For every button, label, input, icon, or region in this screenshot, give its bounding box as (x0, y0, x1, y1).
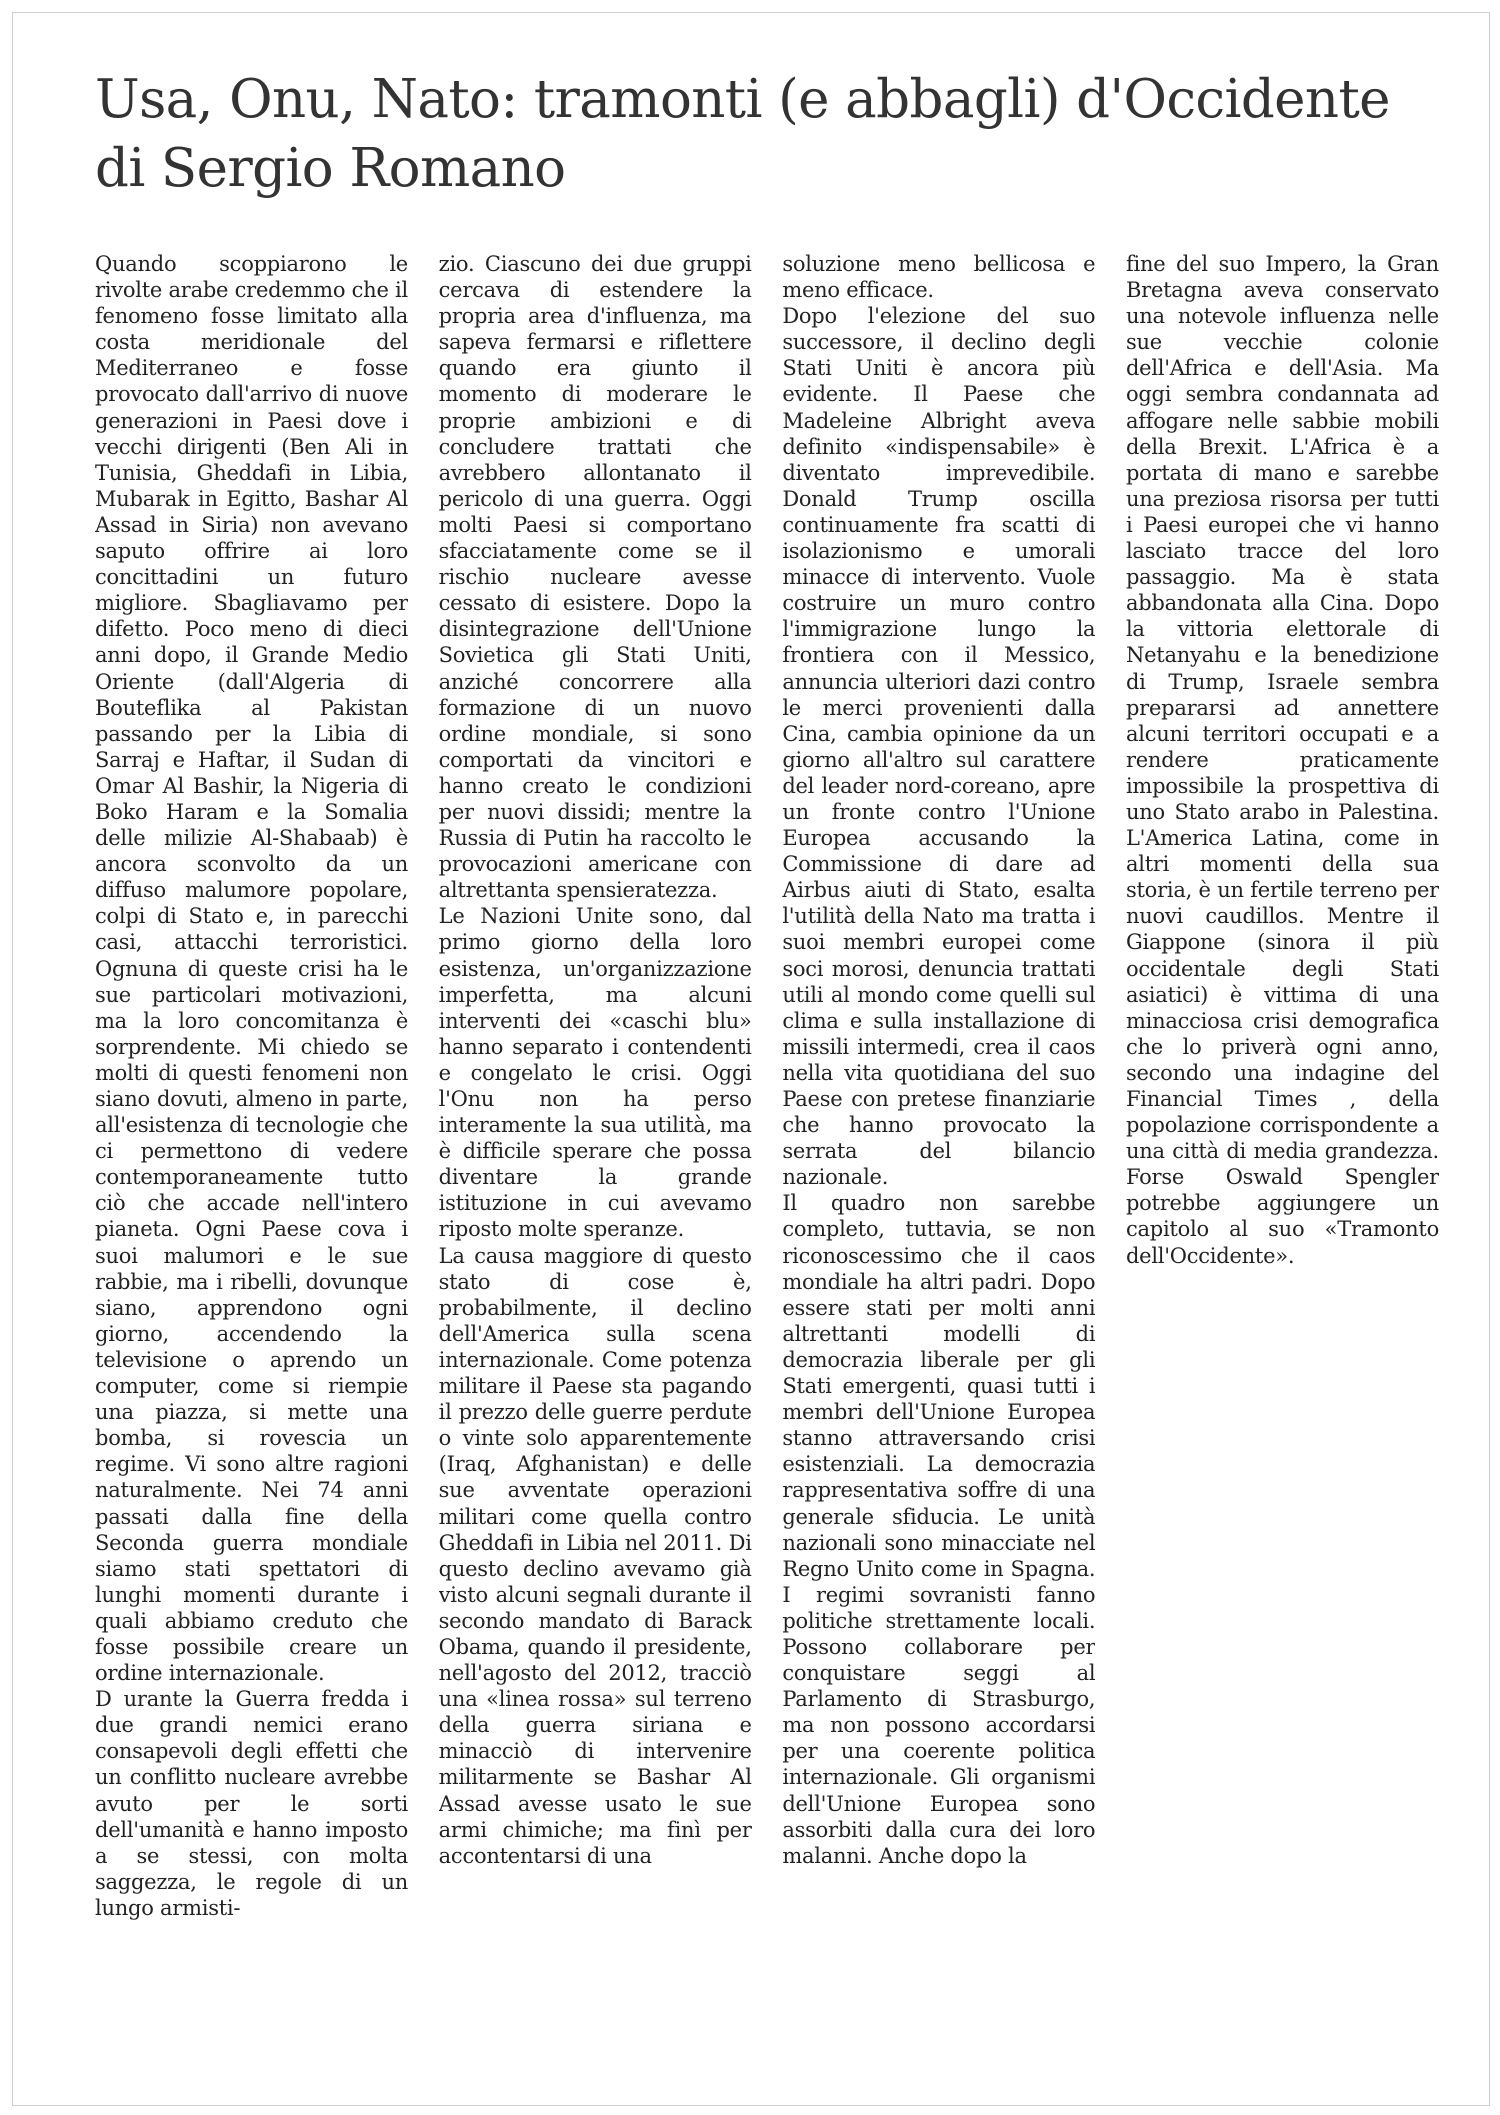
paragraph: La causa maggiore di questo stato di cose è, probabilmente, il declino dell'America sulla scena internazionale. Come potenza militare il Paese sta pagando il prezzo delle guerre perdute o vinte solo apparentemente (Iraq, Afghanistan) e delle sue avventate operazioni militari come quella contro Gheddafi in Libia nel 2011. Di questo declino avevamo già visto alcuni segnali durante il secondo mandato di Barack Obama, quando il presidente, nell'agosto del 2012, tracciò una «linea rossa» sul terreno della guerra siriana e minacciò di intervenire militarmente se Bashar Al Assad avesse usato le sue armi chimiche; ma finì per accontentarsi di una (438, 1243, 752, 1868)
paragraph: D urante la Guerra fredda i due grandi nemici erano consapevoli degli effetti che un conflitto nucleare avrebbe avuto per le sorti dell'umanità e hanno imposto a se stessi, con molta saggezza, le regole di un lungo armisti- (95, 1687, 408, 1920)
paragraph: soluzione meno bellicosa e meno efficace. (782, 252, 1096, 303)
paragraph: Il quadro non sarebbe completo, tuttavia, se non riconoscessimo che il caos mondiale ha altri padri. Dopo essere stati per molti anni altrettanti modelli di democrazia liberale per gli Stati emergenti, quasi tutti i membri dell'Unione Europea stanno attraversando crisi esistenziali. La democrazia rappresentativa soffre di una generale sfiducia. Le unità nazionali sono minacciate nel Regno Unito come in Spagna. I regimi sovranisti fanno politiche strettamente locali. Possono collaborare per conquistare seggi al Parlamento di Strasburgo, ma non possono accordarsi per una coerente politica internazionale. Gli organismi dell'Unione Europea sono assorbiti dalla cura dei loro malanni. Anche dopo la (782, 1191, 1096, 1868)
text-column-4 (1126, 251, 1439, 2101)
paragraph: Le Nazioni Unite sono, dal primo giorno della loro esistenza, un'organizzazione imperfetta, ma alcuni interventi dei «caschi blu» hanno separato i contendenti e congelato le crisi. Oggi l'Onu non ha perso interamente la sua utilità, ma è difficile sperare che possa diventare la grande istituzione in cui avevamo riposto molte speranze. (438, 904, 752, 1242)
paragraph: zio. Ciascuno dei due gruppi cercava di estendere la propria area d'influenza, ma sapeva fermarsi e riflettere quando era giunto il momento di moderare le proprie ambizioni e di concludere trattati che avrebbero allontanato il pericolo di una guerra. Oggi molti Paesi si comportano sfacciatamente come se il rischio nucleare avesse cessato di esistere. Dopo la disintegrazione dell'Unione Sovietica gli Stati Uniti, anziché concorrere alla formazione di un nuovo ordine mondiale, si sono comportati da vincitori e hanno creato le condizioni per nuovi dissidi; mentre la Russia di Putin ha raccolto le provocazioni americane con altrettanta spensieratezza. (438, 252, 752, 903)
article-headline (95, 65, 1455, 203)
headline-byline: di Sergio Romano (95, 138, 566, 199)
text-column-2 (439, 251, 752, 2101)
article-body (95, 251, 1439, 2101)
headline-title: Usa, Onu, Nato: tramonti (e abbagli) d'Occidente (95, 69, 1390, 130)
text-column-3 (782, 251, 1095, 2101)
paragraph: Quando scoppiarono le rivolte arabe credemmo che il fenomeno fosse limitato alla costa meridionale del Mediterraneo e fosse provocato dall'arrivo di nuove generazioni in Paesi dove i vecchi dirigenti (Ben Ali in Tunisia, Gheddafi in Libia, Mubarak in Egitto, Bashar Al Assad in Siria) non avevano saputo offrire ai loro concittadini un futuro migliore. Sbagliavamo per difetto. Poco meno di dieci anni dopo, il Grande Medio Oriente (dall'Algeria di Bouteflika al Pakistan passando per la Libia di Sarraj e Haftar, il Sudan di Omar Al Bashir, la Nigeria di Boko Haram e la Somalia delle milizie Al-Shabaab) è ancora sconvolto da un diffuso malumore popolare, colpi di Stato e, in parecchi casi, attacchi terroristici. Ognuna di queste crisi ha le sue particolari motivazioni, ma la loro concomitanza è sorprendente. Mi chiedo se molti di questi fenomeni non siano dovuti, almeno in parte, all'esistenza di tecnologie che ci permettono di vedere contemporaneamente tutto ciò che accade nell'intero pianeta. Ogni Paese cova i suoi malumori e le sue rabbie, ma i ribelli, dovunque siano, apprendono ogni giorno, accendendo la televisione o aprendo un computer, come si riempie una piazza, si mette una bomba, si rovescia un regime. Vi sono altre ragioni naturalmente. Nei 74 anni passati dalla fine della Seconda guerra mondiale siamo stati spettatori di lunghi momenti durante i quali abbiamo creduto che fosse possibile creare un ordine internazionale. (95, 252, 408, 1686)
text-column-1 (95, 251, 408, 2101)
paragraph: fine del suo Impero, la Gran Bretagna aveva conservato una notevole influenza nelle sue vecchie colonie dell'Africa e dell'Asia. Ma oggi sembra condannata ad affogare nelle sabbie mobili della Brexit. L'Africa è a portata di mano e sarebbe una preziosa risorsa per tutti i Paesi europei che vi hanno lasciato tracce del loro passaggio. Ma è stata abbandonata alla Cina. Dopo la vittoria elettorale di Netanyahu e la benedizione di Trump, Israele sembra prepararsi ad annettere alcuni territori occupati e a rendere praticamente impossibile la prospettiva di uno Stato arabo in Palestina. L'America Latina, come in altri momenti della sua storia, è un fertile terreno per nuovi caudillos. Mentre il Giappone (sinora il più occidentale degli Stati asiatici) è vittima di una minacciosa crisi demografica che lo priverà ogni anno, secondo una indagine del Financial Times , della popolazione corrispondente a una città di media grandezza. Forse Oswald Spengler potrebbe aggiungere un capitolo al suo «Tramonto dell'Occidente». (1125, 252, 1439, 1268)
page-frame (12, 12, 1490, 2106)
paragraph: Dopo l'elezione del suo successore, il declino degli Stati Uniti è ancora più evidente. Il Paese che Madeleine Albright aveva definito «indispensabile» è diventato imprevedibile. Donald Trump oscilla continuamente fra scatti di isolazionismo e umorali minacce di intervento. Vuole costruire un muro contro l'immigrazione lungo la frontiera con il Messico, annuncia ulteriori dazi contro le merci provenienti dalla Cina, cambia opinione da un giorno all'altro sul carattere del leader nord-coreano, apre un fronte contro l'Unione Europea accusando la Commissione di dare ad Airbus aiuti di Stato, esalta l'utilità della Nato ma tratta i suoi membri europei come soci morosi, denuncia trattati utili al mondo come quelli sul clima e sulla installazione di missili intermedi, crea il caos nella vita quotidiana del suo Paese con pretese finanziarie che hanno provocato la serrata del bilancio nazionale. (782, 304, 1096, 1190)
